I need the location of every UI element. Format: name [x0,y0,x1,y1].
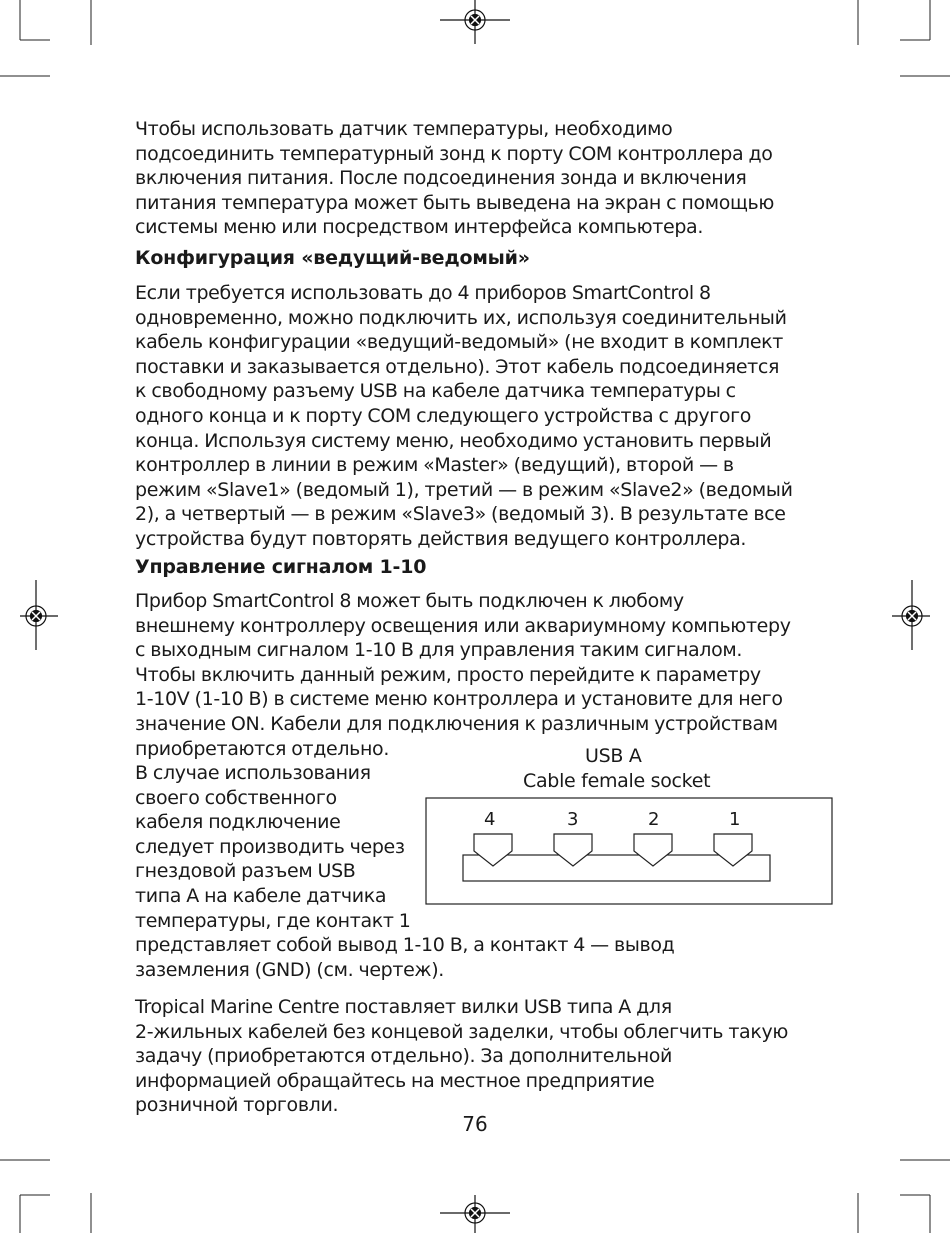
intro-paragraph: Чтобы использовать датчик температуры, необходимо подсоединить температурный зонд к порту COM контроллера до включения питания. После подсоединения зонда и включения питания температура может быть выведена на экран с помощью системы меню или посредством интерфейса компьютера. [135,118,775,239]
pin-2-contact [634,834,672,866]
diagram-title: USB A [585,745,642,767]
heading-signal: Управление сигналом 1-10 [135,556,427,578]
diagram-subtitle: Cable female socket [523,770,711,792]
pin-3-contact [554,834,592,866]
signal-tail-paragraph: представляет собой вывод 1-10 В, а контакт 4 — вывод заземления (GND) (см. чертеж). [135,934,675,981]
pin-label: 1 [729,809,741,830]
pin-4-contact [474,834,512,866]
signal-side-paragraph: В случае использования своего собственного кабеля подключение следует производить через гнездовой разъем USB типа A на кабеле датчика температуры, где контакт 1 [135,762,411,932]
master-slave-paragraph: Если требуется использовать до 4 приборов SmartControl 8 одновременно, можно подключить их, используя соединительный кабель конфигурации «ведущий-ведомый» (не входит в комплект поставки и заказывается отдельно). Этот кабель подсоединяется к свободному разъему USB на кабеле датчика температуры с одного конца и к порту COM следующего устройства с другого конца. Используя систему меню, необходимо установить первый контроллер в линии в режим «Master» (ведущий), второй — в режим «Slave1» (ведомый 1), третий — в режим «Slave2» (ведомый 2), а четвертый — в режим «Slave3» (ведомый 3). В результате все устройства будут повторять действия ведущего контроллера. [135,282,793,550]
page-number: 76 [462,1112,488,1136]
pin-label: 2 [648,809,660,830]
signal-paragraph: Прибор SmartControl 8 может быть подключен к любому внешнему контроллеру освещения или аквариумному компьютеру с выходным сигналом 1-10 В для управления таким сигналом. Чтобы включить данный режим, просто перейдите к параметру 1-10V (1-10 В) в системе меню контроллера и установите для него значение ON. Кабели для подключения к различным устройствам приобретаются отдельно. [135,590,791,760]
tmc-paragraph: Tropical Marine Centre поставляет вилки USB типа A для 2-жильных кабелей без концевой заделки, чтобы облегчить такую задачу (приобретаются отдельно). За дополнительной информацией обращайтесь на местное предприятие розничной торговли. [135,996,789,1117]
pin-label: 4 [484,809,496,830]
heading-master-slave: Конфигурация «ведущий-ведомый» [135,247,530,269]
pin-1-contact [714,834,752,866]
pin-label: 3 [567,809,579,830]
